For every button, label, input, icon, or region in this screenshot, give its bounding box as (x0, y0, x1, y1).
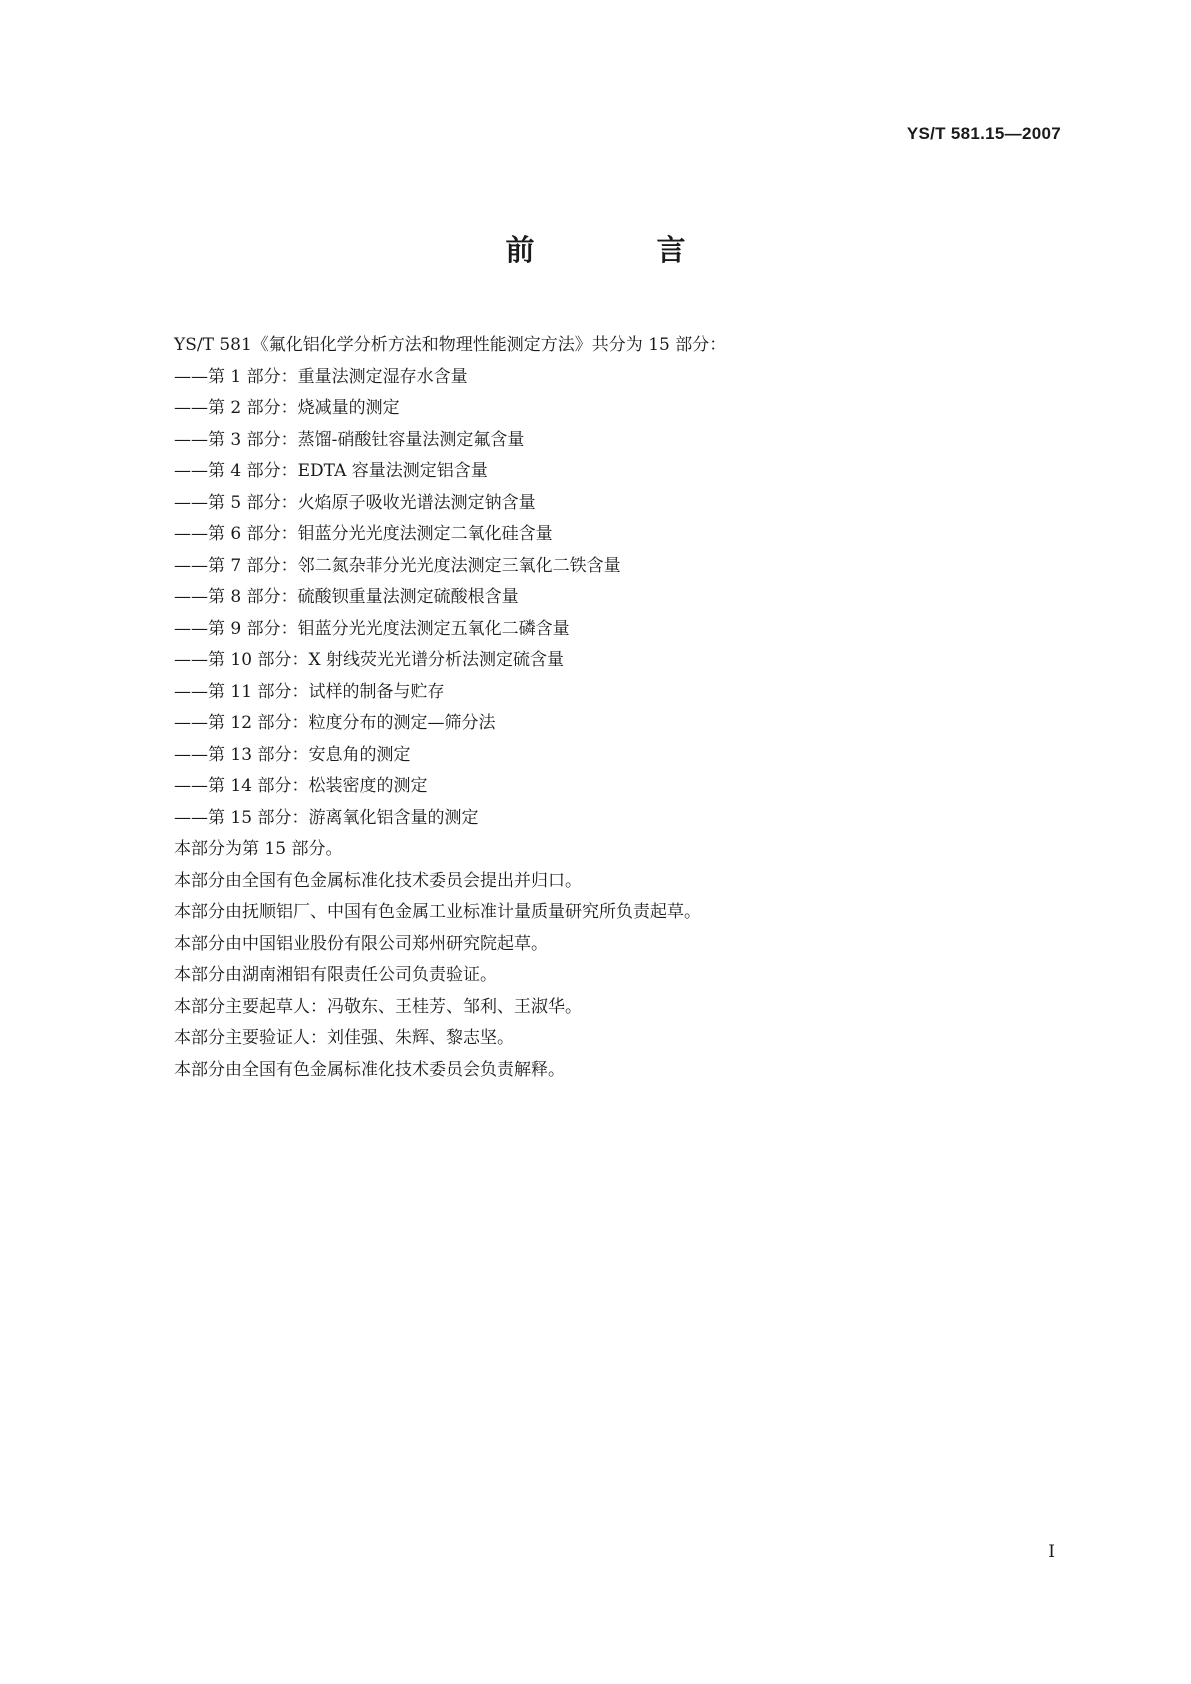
part-list-item: ——第 7 部分：邻二氮杂菲分光光度法测定三氧化二铁含量 (174, 555, 621, 576)
part-list-item: ——第 5 部分：火焰原子吸收光谱法测定钠含量 (174, 492, 536, 513)
note-paragraph: 本部分为第 15 部分。 (174, 839, 343, 859)
note-paragraph: 本部分由湖南湘铝有限责任公司负责验证。 (174, 965, 497, 985)
note-paragraph: 本部分由全国有色金属标准化技术委员会提出并归口。 (174, 870, 582, 891)
part-list-item: ——第 3 部分：蒸馏-硝酸钍容量法测定氟含量 (174, 429, 525, 450)
document-body (174, 330, 1054, 1086)
part-list-item: ——第 8 部分：硫酸钡重量法测定硫酸根含量 (174, 587, 519, 607)
standard-code: YS/T 581.15—2007 (906, 124, 1061, 143)
part-list-item: ——第 14 部分：松装密度的测定 (174, 776, 428, 796)
note-paragraph: 本部分主要起草人：冯敬东、王桂芳、邹利、王淑华。 (174, 996, 582, 1017)
intro-paragraph: YS/T 581《氟化铝化学分析方法和物理性能测定方法》共分为 15 部分： (174, 335, 727, 355)
part-list-item: ——第 1 部分：重量法测定湿存水含量 (174, 366, 468, 387)
note-paragraph: 本部分由中国铝业股份有限公司郑州研究院起草。 (174, 933, 548, 954)
part-list-item: ——第 10 部分：X 射线荧光光谱分析法测定硫含量 (174, 650, 564, 670)
note-paragraph: 本部分由全国有色金属标准化技术委员会负责解释。 (174, 1059, 565, 1080)
part-list-item: ——第 2 部分：烧减量的测定 (174, 398, 400, 418)
part-list-item: ——第 12 部分：粒度分布的测定—筛分法 (174, 713, 496, 733)
page-number: I (1048, 1542, 1055, 1562)
part-list-item: ——第 6 部分：钼蓝分光光度法测定二氧化硅含量 (174, 524, 553, 544)
part-list-item: ——第 13 部分：安息角的测定 (174, 744, 411, 765)
part-list-item: ——第 15 部分：游离氧化铝含量的测定 (174, 807, 479, 828)
part-list-item: ——第 9 部分：钼蓝分光光度法测定五氧化二磷含量 (174, 618, 570, 639)
note-paragraph: 本部分主要验证人：刘佳强、朱辉、黎志坚。 (174, 1028, 514, 1048)
note-paragraph: 本部分由抚顺铝厂、中国有色金属工业标准计量质量研究所负责起草。 (174, 902, 701, 922)
page-title: 前 言 (505, 233, 742, 267)
part-list-item: ——第 4 部分：EDTA 容量法测定铝含量 (174, 461, 488, 481)
part-list-item: ——第 11 部分：试样的制备与贮存 (174, 681, 445, 702)
